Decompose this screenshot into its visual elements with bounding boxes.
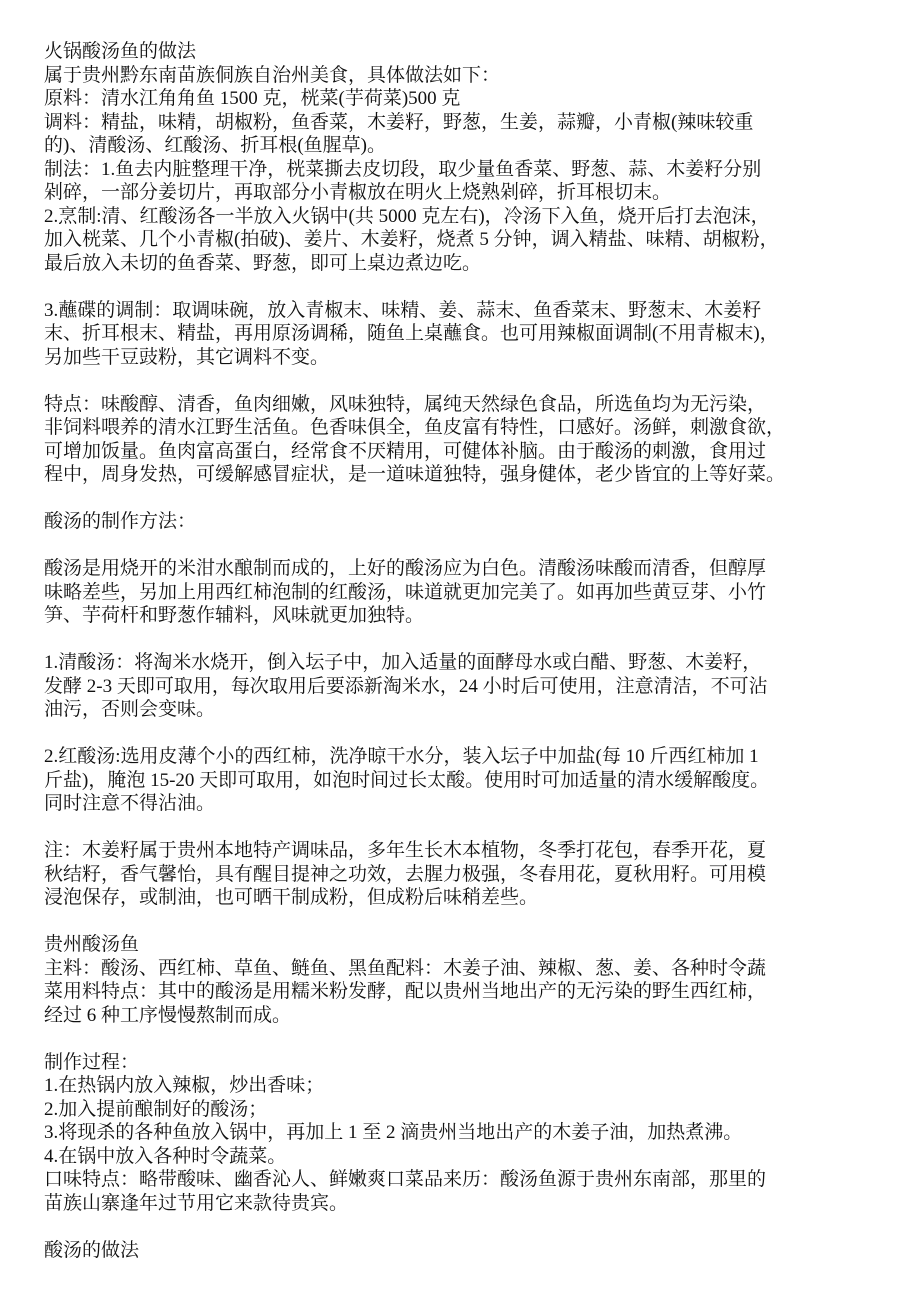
blank-line bbox=[44, 722, 884, 746]
blank-line bbox=[44, 910, 884, 934]
text-line: 另加些干豆豉粉，其它调料不变。 bbox=[44, 346, 330, 368]
text-line: 调料：精盐，味精，胡椒粉，鱼香菜，木姜籽，野葱，生姜，蒜瓣，小青椒(辣味较重 bbox=[44, 111, 754, 133]
text-line: 2.红酸汤:选用皮薄个小的西红柿，洗净晾干水分，装入坛子中加盐(每 10 斤西红柿加 1 bbox=[44, 746, 759, 767]
text-line: 酸汤的做法 bbox=[44, 1239, 140, 1261]
text-line: 味略差些，另加上用西红柿泡制的红酸汤，味道就更加完美了。如再加些黄豆芽、小竹 bbox=[44, 581, 767, 603]
text-line: 斤盐)，腌泡 15-20 天即可取用，如泡时间过长太酸。使用时可加适量的清水缓解酸度。 bbox=[44, 769, 770, 791]
text-line: 油污，否则会变味。 bbox=[44, 699, 216, 720]
text-line: 制法：1.鱼去内脏整理干净，桄菜撕去皮切段，取少量鱼香菜、野葱、蒜、木姜籽分别 bbox=[44, 158, 762, 180]
text-line: 菜用料特点：其中的酸汤是用糯米粉发酵，配以贵州当地出产的无污染的野生西红柿， bbox=[44, 981, 767, 1002]
blank-line bbox=[44, 628, 884, 652]
text-line: 苗族山寨逢年过节用它来款待贵宾。 bbox=[44, 1192, 349, 1214]
blank-line bbox=[44, 1215, 884, 1239]
text-line: 主料：酸汤、西红柿、草鱼、鲢鱼、黑鱼配料：木姜子油、辣椒、葱、姜、各种时令蔬 bbox=[44, 957, 767, 979]
text-line: 酸汤的制作方法： bbox=[44, 511, 197, 532]
text-line: 口味特点：略带酸味、幽香沁人、鲜嫩爽口菜品来历：酸汤鱼源于贵州东南部，那里的 bbox=[44, 1169, 767, 1190]
blank-line bbox=[44, 369, 884, 393]
text-line: 可增加饭量。鱼肉富高蛋白，经常食不厌精用，可健体补脑。由于酸汤的刺激，食用过 bbox=[44, 440, 767, 462]
text-line: 末、折耳根末、精盐，再用原汤调稀，随鱼上桌蘸食。也可用辣椒面调制(不用青椒末)， bbox=[44, 323, 779, 344]
text-line: 非饲料喂养的清水江野生活鱼。色香味俱全，鱼皮富有特性，口感好。汤鲜，刺激食欲， bbox=[44, 417, 786, 438]
text-line: 最后放入未切的鱼香菜、野葱，即可上桌边煮边吃。 bbox=[44, 252, 482, 274]
blank-line bbox=[44, 534, 884, 558]
text-line: 1.清酸汤：将淘米水烧开，倒入坛子中，加入适量的面酵母水或白醋、野葱、木姜籽， bbox=[44, 652, 762, 673]
text-line: 注：木姜籽属于贵州本地特产调味品，多年生长木本植物，冬季打花包，春季开花，夏 bbox=[44, 840, 767, 861]
text-line: 酸汤是用烧开的米泔水酿制而成的，上好的酸汤应为白色。清酸汤味酸而清香，但醇厚 bbox=[44, 558, 767, 579]
text-line: 发酵 2-3 天即可取用，每次取用后要添新淘米水，24 小时后可使用，注意清洁，不可沾 bbox=[44, 675, 768, 697]
text-line: 笋、芋荷杆和野葱作辅料，风味就更加独特。 bbox=[44, 605, 425, 626]
document-body bbox=[44, 40, 884, 1262]
text-line: 1.在热锅内放入辣椒，炒出香味； bbox=[44, 1075, 325, 1096]
text-line: 特点：味酸醇、清香，鱼肉细嫩，风味独特，属纯天然绿色食品，所选鱼均为无污染， bbox=[44, 393, 767, 415]
blank-line bbox=[44, 275, 884, 299]
blank-line bbox=[44, 487, 884, 511]
blank-line bbox=[44, 1027, 884, 1051]
text-line: 原料：清水江角角鱼 1500 克，桄菜(芋荷菜)500 克 bbox=[44, 88, 461, 109]
text-line: 3.将现杀的各种鱼放入锅中，再加上 1 至 2 滴贵州当地出产的木姜子油，加热煮沸。 bbox=[44, 1122, 743, 1143]
text-line: 属于贵州黔东南苗族侗族自治州美食，具体做法如下： bbox=[44, 64, 501, 86]
text-line: 2.烹制:清、红酸汤各一半放入火锅中(共 5000 克左右)，冷汤下入鱼，烧开后打去泡沫， bbox=[44, 205, 770, 227]
text-line: 程中，周身发热，可缓解感冒症状，是一道味道独特，强身健体，老少皆宜的上等好菜。 bbox=[44, 464, 786, 485]
text-line: 火锅酸汤鱼的做法 bbox=[44, 41, 197, 62]
text-line: 剁碎，一部分姜切片，再取部分小青椒放在明火上烧熟剁碎，折耳根切末。 bbox=[44, 182, 672, 203]
text-line: 4.在锅中放入各种时令蔬菜。 bbox=[44, 1145, 287, 1167]
text-line: 3.蘸碟的调制：取调味碗，放入青椒末、味精、姜、蒜末、鱼香菜末、野葱末、木姜籽 bbox=[44, 299, 762, 321]
text-line: 浸泡保存，或制油，也可晒干制成粉，但成粉后味稍差些。 bbox=[44, 887, 539, 908]
text-line: 秋结籽，香气馨怡，具有醒目提神之功效，去腥力极强，冬春用花，夏秋用籽。可用模 bbox=[44, 863, 767, 885]
text-line: 贵州酸汤鱼 bbox=[44, 934, 140, 955]
text-line: 2.加入提前酿制好的酸汤； bbox=[44, 1098, 268, 1120]
blank-line bbox=[44, 816, 884, 840]
text-line: 加入桄菜、几个小青椒(拍破)、姜片、木姜籽，烧煮 5 分钟，调入精盐、味精、胡椒粉， bbox=[44, 229, 779, 250]
text-line: 制作过程： bbox=[44, 1051, 140, 1073]
text-line: 的)、清酸汤、红酸汤、折耳根(鱼腥草)。 bbox=[44, 135, 386, 156]
text-line: 经过 6 种工序慢慢熬制而成。 bbox=[44, 1004, 292, 1026]
text-line: 同时注意不得沾油。 bbox=[44, 793, 216, 814]
